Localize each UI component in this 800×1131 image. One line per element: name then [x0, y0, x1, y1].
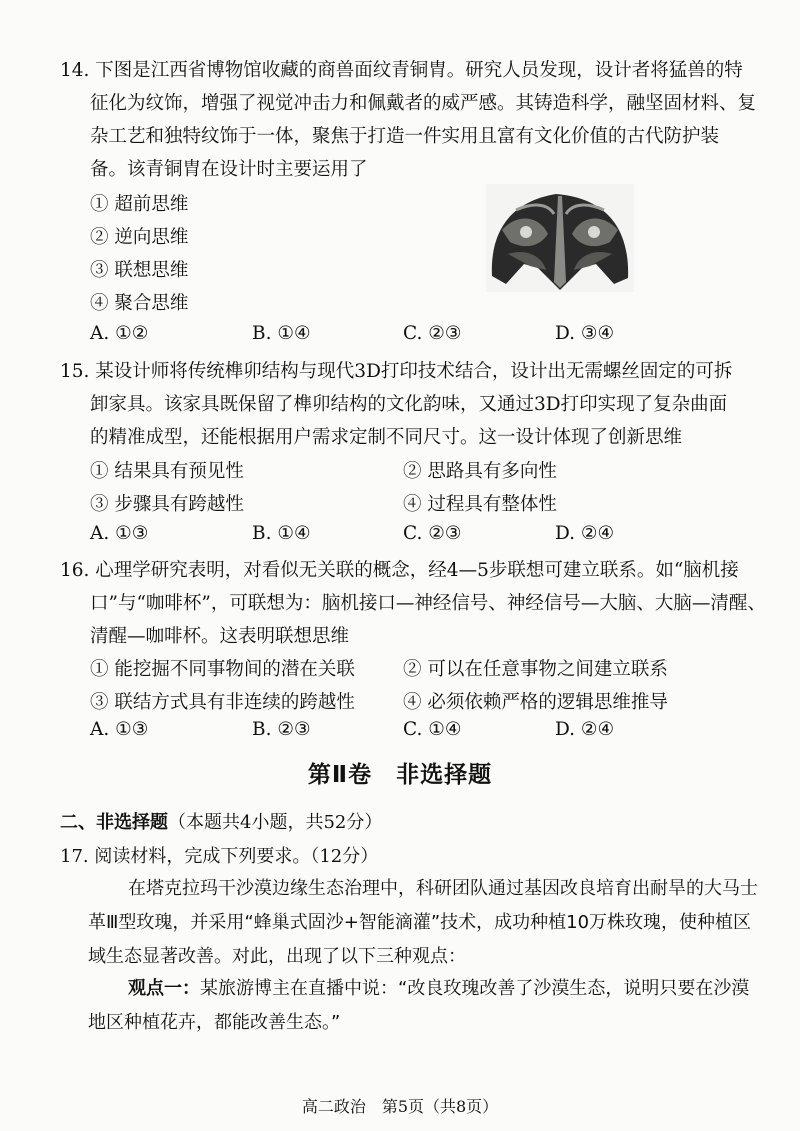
q14-choice-c: C. ②③	[403, 323, 462, 344]
q16-line-2: 口”与“咖啡杯”，可联想为：脑机接口—神经信号、神经信号—大脑、大脑—清醒、	[90, 593, 766, 614]
q15-line-1: 15. 某设计师将传统榫卯结构与现代3D打印技术结合，设计出无需螺丝固定的可拆	[60, 361, 733, 382]
q14-item-4: ④ 聚合思维	[90, 293, 189, 314]
q14-choice-a: A. ①②	[90, 323, 149, 344]
q15-line-3: 的精准成型，还能根据用户需求定制不同尺寸。这一设计体现了创新思维	[90, 427, 683, 448]
q16-choice-b: B. ②③	[252, 719, 311, 740]
q14-line-2: 征化为纹饰，增强了视觉冲击力和佩戴者的威严感。其铸造科学，融坚固材料、复	[90, 93, 757, 114]
q16-line-3: 清醒—咖啡杯。这表明联想思维	[90, 626, 350, 647]
bronze-helmet-image	[486, 184, 634, 292]
q17-material: 在塔克拉玛干沙漠边缘生态治理中，科研团队通过基因改良培育出耐旱的大马士革Ⅲ型玫瑰，并采用“蜂巢式固沙+智能滴灌”技术，成功种植10万株玫瑰，使种植区域生态显著改善。对此，出现了以下三种观点：	[88, 878, 758, 967]
q17-view1-text: 某旅游博主在直播中说：“改良玫瑰改善了沙漠生态，说明只要在沙漠地区种植花卉，都能改善生态。”	[88, 978, 750, 1033]
q16-choice-a: A. ①③	[90, 719, 149, 740]
q15-item-4: ④ 过程具有整体性	[403, 494, 557, 515]
q15-choice-d: D. ②④	[555, 523, 615, 544]
q14-choice-b: B. ①④	[252, 323, 311, 344]
q14-item-1: ① 超前思维	[90, 194, 189, 215]
q16-choice-c: C. ①④	[403, 719, 462, 740]
q14-item-2: ② 逆向思维	[90, 227, 189, 248]
q16-choice-d: D. ②④	[555, 719, 615, 740]
q14-line-4: 备。该青铜胄在设计时主要运用了	[90, 159, 368, 180]
q14-line-1: 14. 下图是江西省博物馆收藏的商兽面纹青铜胄。研究人员发现，设计者将猛兽的特	[60, 60, 743, 81]
q16-item-3: ③ 联结方式具有非连续的跨越性	[90, 692, 355, 713]
q17-view1	[88, 972, 760, 1040]
part2-title: 第Ⅱ卷 非选择题	[307, 762, 493, 788]
q17-stem: 17. 阅读材料，完成下列要求。（12分）	[60, 846, 379, 867]
q15-line-2: 卸家具。该家具既保留了榫卯结构的文化韵味，又通过3D打印实现了复杂曲面	[90, 394, 728, 415]
q15-choice-c: C. ②③	[403, 523, 462, 544]
page-footer: 高二政治 第5页（共8页）	[301, 1097, 499, 1116]
q15-item-2: ② 思路具有多向性	[403, 461, 557, 482]
q15-item-3: ③ 步骤具有跨越性	[90, 494, 244, 515]
q16-item-2: ② 可以在任意事物之间建立联系	[403, 659, 668, 680]
q16-item-1: ① 能挖掘不同事物间的潜在关联	[90, 659, 355, 680]
q17-view1-label: 观点一：	[128, 978, 200, 999]
q14-item-3: ③ 联想思维	[90, 260, 189, 281]
q15-choice-a: A. ①③	[90, 523, 149, 544]
q15-choice-b: B. ①④	[252, 523, 311, 544]
q15-item-1: ① 结果具有预见性	[90, 461, 244, 482]
q16-line-1: 16. 心理学研究表明，对看似无关联的概念，经4—5步联想可建立联系。如“脑机接	[60, 560, 739, 581]
section-heading-rest: （本题共4小题，共52分）	[168, 812, 383, 833]
q14-line-3: 杂工艺和独特纹饰于一体，聚焦于打造一件实用且富有文化价值的古代防护装	[90, 126, 720, 147]
q16-item-4: ④ 必须依赖严格的逻辑思维推导	[403, 692, 668, 713]
section-heading-bold: 二、非选择题	[60, 812, 168, 833]
q14-choice-d: D. ③④	[555, 323, 615, 344]
section-heading	[60, 808, 382, 834]
